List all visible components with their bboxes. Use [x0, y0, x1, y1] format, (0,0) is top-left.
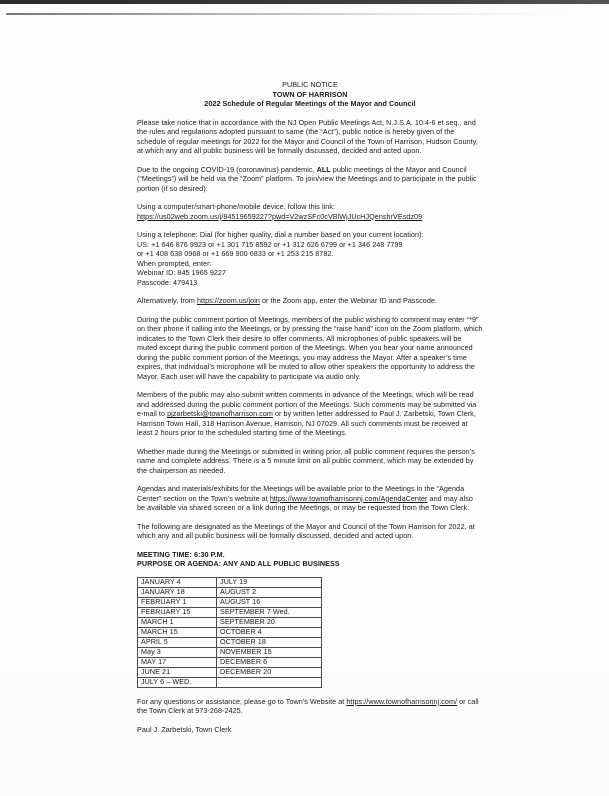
signature-line	[137, 725, 483, 735]
agenda-center-link[interactable]: https://www.townofharrisonnj.com/AgendaCenter	[269, 493, 428, 503]
computer-instruction: Using a computer/smart-phone/mobile device, follow this link:	[137, 202, 335, 211]
written-comments-post: or by written letter addressed to Paul J. Zarbetski, Town Clerk, Harrison Town Hall, 318 Harrison Avenue, Harrison, NJ 07029. All such comments must be received at least 2 hours prior to the scheduled starting time of the Meetings.	[137, 409, 476, 437]
table-row	[138, 577, 322, 587]
table-row	[138, 627, 322, 637]
table-cell-date: AUGUST 2	[217, 587, 322, 597]
paragraph-covid-post: public meetings of the Mayor and Council (“Meetings”) will be held via the “Zoom” platform. To join/view the Meetings and to participate in the public portion (if so desired):	[137, 164, 477, 193]
paragraph-public-comment	[137, 315, 483, 382]
meeting-schedule-table	[137, 577, 322, 688]
table-cell-date: JANUARY 4	[138, 577, 217, 587]
table-cell-date: DECEMBER 20	[217, 667, 322, 677]
paragraph-designation	[137, 522, 483, 541]
phone-numbers-1: US: +1 646 876 9923 or +1 301 715 8592 or +1 312 626 6799 or +1 346 248 7799	[137, 239, 403, 249]
table-row	[138, 667, 322, 677]
table-cell-date: JUNE 21	[138, 667, 217, 677]
table-cell-date: SEPTEMBER 7 Wed.	[217, 607, 322, 617]
table-row	[138, 637, 322, 647]
prompt-instruction: When prompted, enter:	[137, 258, 212, 268]
paragraph-comment-requirements-text: Whether made during the Meetings or submitted in writing prior, all public comment requires the person’s name and complete address. There is a 5 minute limit on all public comment, which may be extended by the chairperson as needed.	[137, 446, 475, 475]
table-row	[138, 607, 322, 617]
paragraph-comment-requirements	[137, 447, 483, 476]
written-comments-pre: Members of the public may also submit written comments in advance of the Meetings, which will be read and addressed during the public comment portion of the Meetings. Such comments may be submitted via e-mail to	[137, 390, 477, 418]
meeting-info-block	[137, 550, 483, 569]
telephone-instruction: Using a telephone: Dial (for higher quality, dial a number based on your current location):	[137, 230, 424, 239]
table-cell-date: APRIL 5	[138, 637, 217, 647]
table-row	[138, 587, 322, 597]
table-row	[138, 657, 322, 667]
spacer	[137, 221, 483, 230]
paragraph-questions	[137, 697, 483, 716]
paragraph-public-comment-text: During the public comment portion of Meetings, members of the public wishing to comment may enter “*9” on their phone if calling into the Meetings, or by pressing the “raise hand” icon on the Zoom platform, which indicates to the Town Clerk their desire to offer comments. All microphones of public speakers will be muted except during the public comment portion of the Meetings. When you hear your name announced during the public comment portion of the Meetings, you may address the Mayor. After a speaker’s time expires, that individual’s microphone will be muted to allow other speakers the opportunity to address the Mayor. Each user will have the capability to participate via audio only.	[137, 314, 483, 381]
zoom-meeting-link[interactable]: https://us02web.zoom.us/j/84519659227?pwd=V2wzSFc0cVBlWjJUcHJQenshrVEsdz09	[137, 211, 423, 221]
table-row	[138, 677, 322, 687]
all-emphasis: ALL	[316, 164, 331, 174]
passcode: Passcode: 479413	[137, 277, 198, 287]
meeting-time: MEETING TIME: 6:30 P.M.	[137, 549, 225, 559]
document-header	[137, 80, 483, 109]
webinar-id: Webinar ID: 845 1965 9227	[137, 268, 227, 277]
questions-post-text: or call the Town Clerk at 973-268-2425.	[137, 696, 479, 715]
table-cell-date: FEBRUARY 15	[138, 607, 217, 617]
agendas-pre-text: Agendas and materials/exhibits for the Meetings will be available prior to the Meetings in the “Agenda Center” section on the Town’s website at	[137, 484, 465, 503]
paragraph-covid-pre: Due to the ongoing COVID-19 (coronavirus) pandemic,	[137, 164, 317, 174]
agendas-post-text: and may also be available via shared screen or a link during the Meetings, or may be requested from the Town Clerk.	[137, 493, 473, 512]
table-cell-date: MARCH 1	[138, 617, 217, 627]
table-cell-date: JULY 6 – WED.	[138, 677, 217, 687]
town-website-link[interactable]: https://www.townofharrisonnj.com/	[346, 696, 458, 706]
paragraph-covid	[137, 165, 483, 194]
table-cell-date: AUGUST 16	[217, 597, 322, 607]
zoom-computer-block	[137, 202, 483, 221]
paragraph-designation-text: The following are designated as the Meetings of the Mayor and Council of the Town Harrison for 2022, at which any and all public business will be formally discussed, decided and acted upon.	[137, 521, 475, 540]
table-row	[138, 647, 322, 657]
schedule-title: 2022 Schedule of Regular Meetings of the Mayor and Council	[204, 99, 416, 108]
table-cell-date: SEPTEMBER 20	[217, 617, 322, 627]
paragraph-notice-text: Please take notice that in accordance with the NJ Open Public Meetings Act, N.J.S.A. 10:4-6 et seq., and the rules and regulations adopted pursuant to same (the “Act”), public notice is hereby given of the schedule of regular meetings for 2022 for the Mayor and Council of the Town of Harrison, Hudson County, at which any and all public business will be formally discussed, decided and acted upon.	[137, 117, 478, 155]
notice-title: PUBLIC NOTICE	[282, 80, 338, 89]
paragraph-notice	[137, 118, 483, 156]
table-cell-date: MARCH 15	[138, 627, 217, 637]
table-cell-date: FEBRUARY 1	[138, 597, 217, 607]
table-cell-date: OCTOBER 18	[217, 637, 322, 647]
table-cell-date: NOVEMBER 15	[217, 647, 322, 657]
phone-numbers-2: or +1 408 638 0968 or +1 669 900 6833 or +1 253 215 8782.	[137, 249, 334, 258]
table-cell-date: JANUARY 18	[138, 587, 217, 597]
spacer	[137, 287, 483, 296]
paragraph-alternatively	[137, 296, 483, 306]
alt-pre-text: Alternatively, from	[137, 296, 197, 305]
zoom-telephone-block	[137, 230, 483, 287]
scan-artifact-line	[6, 13, 566, 15]
paragraph-agendas	[137, 484, 483, 513]
meeting-purpose: PURPOSE OR AGENDA: ANY AND ALL PUBLIC BUSINESS	[137, 559, 340, 568]
table-cell-date: JULY 19	[217, 577, 322, 587]
signature-text: Paul J. Zarbetski, Town Clerk	[137, 724, 232, 734]
table-cell-date	[217, 677, 322, 687]
table-row	[138, 617, 322, 627]
table-cell-date: MAY 17	[138, 657, 217, 667]
table-cell-date: May 3	[138, 647, 217, 657]
table-row	[138, 597, 322, 607]
clerk-email-link[interactable]: pjzarbetski@townofharrison.com	[167, 409, 273, 418]
table-cell-date: DECEMBER 6	[217, 657, 322, 667]
alt-post-text: or the Zoom app, enter the Webinar ID and Passcode.	[259, 296, 437, 305]
paragraph-written-comments	[137, 390, 483, 438]
zoom-join-link[interactable]: https://zoom.us/join	[196, 296, 260, 305]
table-cell-date: OCTOBER 4	[217, 627, 322, 637]
scan-artifact-top-bar	[0, 0, 609, 4]
questions-pre-text: For any questions or assistance, please go to Town’s Website at	[137, 696, 347, 706]
town-name: TOWN OF HARRISON	[272, 89, 348, 99]
document-body	[137, 80, 483, 743]
